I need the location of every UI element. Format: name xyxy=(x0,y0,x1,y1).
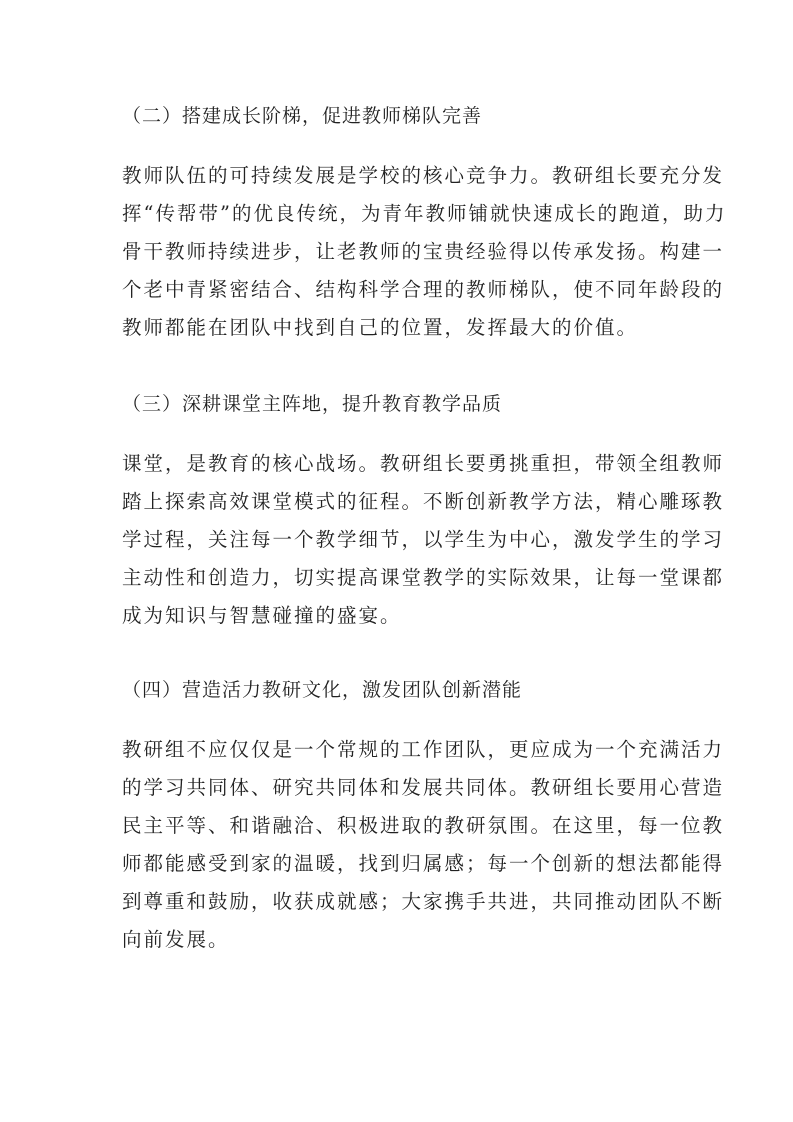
paragraph-line: 成为知识与智慧碰撞的盛宴。 xyxy=(122,604,402,627)
paragraph-line: 课堂，是教育的核心战场。教研组长要勇挑重担，带领全组教师 xyxy=(122,452,725,475)
paragraph-line: 的学习共同体、研究共同体和发展共同体。教研组长要用心营造 xyxy=(122,776,725,799)
section-heading-3: （三）深耕课堂主阵地，提升教育教学品质 xyxy=(122,393,503,415)
section-paragraph-4 xyxy=(122,731,725,959)
paragraph-line: 师都能感受到家的温暖，找到归属感；每一个创新的想法都能得 xyxy=(122,852,725,875)
section-paragraph-2 xyxy=(122,157,727,347)
paragraph-line: 骨干教师持续进步，让老教师的宝贵经验得以传承发扬。构建一 xyxy=(122,240,725,263)
paragraph-line: 教师都能在团队中找到自己的位置，发挥最大的价值。 xyxy=(122,316,639,339)
section-heading-2: （二）搭建成长阶梯，促进教师梯队完善 xyxy=(122,105,483,127)
paragraph-line: 个老中青紧密结合、结构科学合理的教师梯队，使不同年龄段的 xyxy=(122,278,725,301)
paragraph-line: 学过程，关注每一个教学细节，以学生为中心，激发学生的学习 xyxy=(122,528,725,551)
section-heading-4: （四）营造活力教研文化，激发团队创新潜能 xyxy=(122,679,523,701)
paragraph-line: 到尊重和鼓励，收获成就感；大家携手共进，共同推动团队不断 xyxy=(122,890,725,913)
section-paragraph-3 xyxy=(122,445,725,635)
paragraph-line: 教师队伍的可持续发展是学校的核心竞争力。教研组长要充分发 xyxy=(122,164,725,187)
paragraph-line: 民主平等、和谐融洽、积极进取的教研氛围。在这里，每一位教 xyxy=(122,814,725,837)
paragraph-line: 教研组不应仅仅是一个常规的工作团队，更应成为一个充满活力 xyxy=(122,738,725,761)
paragraph-line: 挥“传帮带”的优良传统，为青年教师铺就快速成长的跑道，助力 xyxy=(122,202,727,225)
paragraph-line: 主动性和创造力，切实提高课堂教学的实际效果，让每一堂课都 xyxy=(122,566,725,589)
paragraph-line: 向前发展。 xyxy=(122,928,230,951)
paragraph-line: 踏上探索高效课堂模式的征程。不断创新教学方法，精心雕琢教 xyxy=(122,490,725,513)
